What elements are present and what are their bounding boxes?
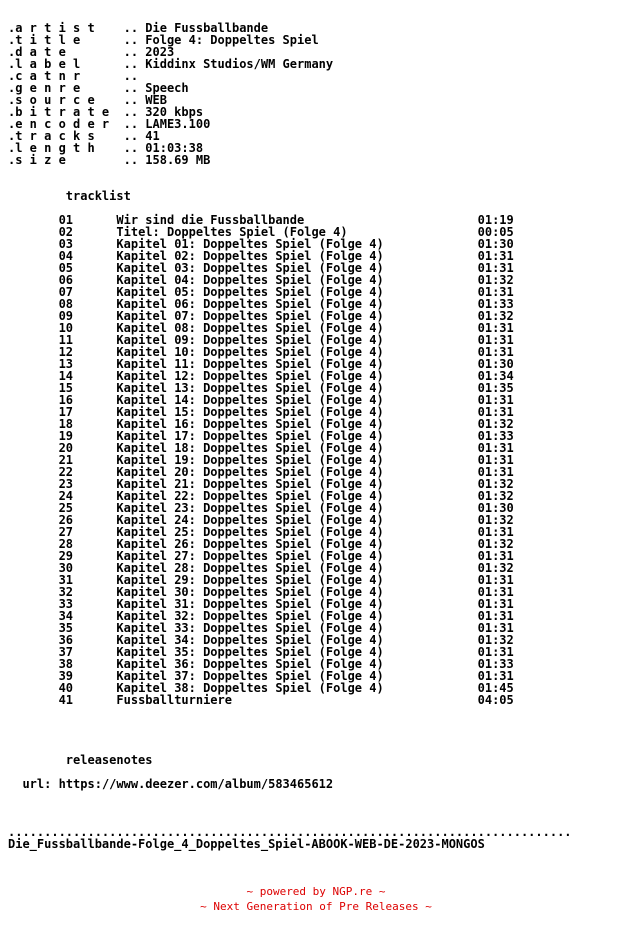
- track-title: Kapitel 20: Doppeltes Spiel (Folge 4): [116, 465, 384, 479]
- info-key: .t r a c k s: [8, 129, 95, 143]
- info-row: .s o u r c e .. WEB: [8, 93, 167, 107]
- track-duration: 01:31: [477, 453, 514, 467]
- info-row: .e n c o d e r .. LAME3.100: [8, 117, 211, 131]
- track-title: Kapitel 21: Doppeltes Spiel (Folge 4): [116, 477, 384, 491]
- track-duration: 01:34: [477, 369, 514, 383]
- track-number: 28: [58, 537, 74, 551]
- track-number: 36: [58, 633, 74, 647]
- track-number: 01: [58, 213, 74, 227]
- track-number: 30: [58, 561, 74, 575]
- track-duration: 01:31: [477, 285, 514, 299]
- info-value: Folge 4: Doppeltes Spiel: [145, 33, 319, 47]
- info-row: .l e n g t h .. 01:03:38: [8, 141, 204, 155]
- track-number: 17: [58, 405, 74, 419]
- track-duration: 01:31: [477, 549, 514, 563]
- track-number: 02: [58, 225, 74, 239]
- track-number: 04: [58, 249, 74, 263]
- track-title: Kapitel 23: Doppeltes Spiel (Folge 4): [116, 501, 384, 515]
- track-title: Kapitel 37: Doppeltes Spiel (Folge 4): [116, 669, 384, 683]
- track-duration: 01:31: [477, 393, 514, 407]
- track-number: 21: [58, 453, 74, 467]
- track-duration: 01:32: [477, 537, 514, 551]
- track-duration: 01:32: [477, 309, 514, 323]
- track-title: Kapitel 17: Doppeltes Spiel (Folge 4): [116, 429, 384, 443]
- track-duration: 01:31: [477, 441, 514, 455]
- track-title: Titel: Doppeltes Spiel (Folge 4): [116, 225, 348, 239]
- info-key: .b i t r a t e: [8, 105, 110, 119]
- track-number: 37: [58, 645, 74, 659]
- track-duration: 01:33: [477, 297, 514, 311]
- info-value: 158.69 MB: [145, 153, 211, 167]
- track-duration: 01:31: [477, 669, 514, 683]
- info-key: .a r t i s t: [8, 21, 95, 35]
- track-number: 14: [58, 369, 74, 383]
- track-title: Kapitel 18: Doppeltes Spiel (Folge 4): [116, 441, 384, 455]
- track-number: 33: [58, 597, 74, 611]
- info-key: .g e n r e: [8, 81, 81, 95]
- track-title: Fussballturniere: [116, 693, 232, 707]
- track-title: Kapitel 28: Doppeltes Spiel (Folge 4): [116, 561, 384, 575]
- info-row: .t i t l e .. Folge 4: Doppeltes Spiel: [8, 33, 319, 47]
- track-duration: 01:31: [477, 573, 514, 587]
- info-key: .c a t n r: [8, 69, 81, 83]
- track-title: Kapitel 04: Doppeltes Spiel (Folge 4): [116, 273, 384, 287]
- track-title: Kapitel 12: Doppeltes Spiel (Folge 4): [116, 369, 384, 383]
- track-number: 13: [58, 357, 74, 371]
- track-duration: 01:31: [477, 585, 514, 599]
- track-title: Kapitel 22: Doppeltes Spiel (Folge 4): [116, 489, 384, 503]
- track-number: 12: [58, 345, 74, 359]
- track-duration: 01:30: [477, 237, 514, 251]
- track-title: Kapitel 31: Doppeltes Spiel (Folge 4): [116, 597, 384, 611]
- release-name: Die_Fussballbande-Folge_4_Doppeltes_Spiel-ABOOK-WEB-DE-2023-MONGOS: [8, 837, 485, 851]
- track-duration: 01:33: [477, 429, 514, 443]
- track-number: 34: [58, 609, 74, 623]
- info-row: .d a t e .. 2023: [8, 45, 175, 59]
- track-number: 22: [58, 465, 74, 479]
- info-key: .l e n g t h: [8, 141, 95, 155]
- track-title: Kapitel 11: Doppeltes Spiel (Folge 4): [116, 357, 384, 371]
- track-title: Kapitel 08: Doppeltes Spiel (Folge 4): [116, 321, 384, 335]
- track-title: Kapitel 02: Doppeltes Spiel (Folge 4): [116, 249, 384, 263]
- track-duration: 00:05: [477, 225, 514, 239]
- track-duration: 01:32: [477, 489, 514, 503]
- info-block: [8, 22, 572, 166]
- releasenotes-heading: releasenotes: [65, 753, 153, 767]
- track-number: 40: [58, 681, 74, 695]
- track-number: 06: [58, 273, 74, 287]
- track-title: Kapitel 33: Doppeltes Spiel (Folge 4): [116, 621, 384, 635]
- track-number: 39: [58, 669, 74, 683]
- track-title: Kapitel 25: Doppeltes Spiel (Folge 4): [116, 525, 384, 539]
- track-number: 31: [58, 573, 74, 587]
- track-title: Kapitel 13: Doppeltes Spiel (Folge 4): [116, 381, 384, 395]
- track-title: Kapitel 15: Doppeltes Spiel (Folge 4): [116, 405, 384, 419]
- track-duration: 01:31: [477, 261, 514, 275]
- track-number: 10: [58, 321, 74, 335]
- info-row: .s i z e .. 158.69 MB: [8, 153, 211, 167]
- track-duration: 04:05: [477, 693, 514, 707]
- track-number: 18: [58, 417, 74, 431]
- track-duration: 01:32: [477, 417, 514, 431]
- info-key: .d a t e: [8, 45, 66, 59]
- track-title: Kapitel 07: Doppeltes Spiel (Folge 4): [116, 309, 384, 323]
- track-number: 15: [58, 381, 74, 395]
- track-number: 35: [58, 621, 74, 635]
- track-duration: 01:32: [477, 633, 514, 647]
- track-number: 05: [58, 261, 74, 275]
- track-duration: 01:32: [477, 561, 514, 575]
- footer-tagline: ~ Next Generation of Pre Releases ~: [200, 900, 432, 913]
- track-duration: 01:31: [477, 597, 514, 611]
- track-title: Kapitel 30: Doppeltes Spiel (Folge 4): [116, 585, 384, 599]
- track-duration: 01:30: [477, 357, 514, 371]
- track-number: 26: [58, 513, 74, 527]
- info-row: .g e n r e .. Speech: [8, 81, 189, 95]
- track-duration: 01:31: [477, 345, 514, 359]
- footer-powered-by: ~ powered by NGP.re ~: [246, 885, 386, 898]
- track-number: 23: [58, 477, 74, 491]
- track-number: 11: [58, 333, 74, 347]
- track-number: 25: [58, 501, 74, 515]
- track-duration: 01:35: [477, 381, 514, 395]
- album-url: https://www.deezer.com/album/583465612: [58, 777, 334, 791]
- track-number: 32: [58, 585, 74, 599]
- info-value: 320 kbps: [145, 105, 204, 119]
- track-duration: 01:31: [477, 249, 514, 263]
- track-number: 24: [58, 489, 74, 503]
- track-title: Kapitel 10: Doppeltes Spiel (Folge 4): [116, 345, 384, 359]
- track-duration: 01:31: [477, 621, 514, 635]
- track-number: 38: [58, 657, 74, 671]
- track-title: Kapitel 01: Doppeltes Spiel (Folge 4): [116, 237, 384, 251]
- info-value: Kiddinx Studios/WM Germany: [145, 57, 334, 71]
- track-duration: 01:31: [477, 333, 514, 347]
- track-duration: 01:31: [477, 609, 514, 623]
- track-number: 20: [58, 441, 74, 455]
- track-title: Wir sind die Fussballbande: [116, 213, 305, 227]
- track-title: Kapitel 34: Doppeltes Spiel (Folge 4): [116, 633, 384, 647]
- track-title: Kapitel 05: Doppeltes Spiel (Folge 4): [116, 285, 384, 299]
- track-duration: 01:45: [477, 681, 514, 695]
- info-value: 2023: [145, 45, 175, 59]
- track-number: 09: [58, 309, 74, 323]
- track-title: Kapitel 36: Doppeltes Spiel (Folge 4): [116, 657, 384, 671]
- track-duration: 01:31: [477, 405, 514, 419]
- info-key: .l a b e l: [8, 57, 81, 71]
- track-title: Kapitel 35: Doppeltes Spiel (Folge 4): [116, 645, 384, 659]
- track-number: 19: [58, 429, 74, 443]
- track-title: Kapitel 06: Doppeltes Spiel (Folge 4): [116, 297, 384, 311]
- track-title: Kapitel 27: Doppeltes Spiel (Folge 4): [116, 549, 384, 563]
- info-row: .a r t i s t .. Die Fussballbande: [8, 21, 269, 35]
- track-number: 27: [58, 525, 74, 539]
- info-key: .e n c o d e r: [8, 117, 110, 131]
- tracklist: [8, 214, 572, 706]
- track-title: Kapitel 26: Doppeltes Spiel (Folge 4): [116, 537, 384, 551]
- tracklist-heading: tracklist: [65, 189, 131, 203]
- info-value: Speech: [145, 81, 189, 95]
- track-title: Kapitel 14: Doppeltes Spiel (Folge 4): [116, 393, 384, 407]
- track-title: Kapitel 32: Doppeltes Spiel (Folge 4): [116, 609, 384, 623]
- track-number: 03: [58, 237, 74, 251]
- track-row: [8, 694, 572, 706]
- info-row: .l a b e l .. Kiddinx Studios/WM Germany: [8, 57, 334, 71]
- track-duration: 01:31: [477, 645, 514, 659]
- info-key: .t i t l e: [8, 33, 81, 47]
- track-title: Kapitel 03: Doppeltes Spiel (Folge 4): [116, 261, 384, 275]
- track-number: 29: [58, 549, 74, 563]
- info-value: WEB: [145, 93, 167, 107]
- track-number: 07: [58, 285, 74, 299]
- divider: ..............................................................................: [8, 825, 572, 839]
- track-duration: 01:19: [477, 213, 514, 227]
- track-title: Kapitel 19: Doppeltes Spiel (Folge 4): [116, 453, 384, 467]
- track-title: Kapitel 29: Doppeltes Spiel (Folge 4): [116, 573, 384, 587]
- track-duration: 01:31: [477, 525, 514, 539]
- track-title: Kapitel 16: Doppeltes Spiel (Folge 4): [116, 417, 384, 431]
- track-duration: 01:31: [477, 321, 514, 335]
- url-label: url:: [22, 777, 52, 791]
- track-number: 41: [58, 693, 74, 707]
- track-duration: 01:33: [477, 657, 514, 671]
- info-value: 01:03:38: [145, 141, 204, 155]
- track-duration: 01:32: [477, 477, 514, 491]
- info-value: 41: [145, 129, 160, 143]
- url-line: [8, 778, 572, 790]
- info-row: .t r a c k s .. 41: [8, 129, 160, 143]
- info-row: .c a t n r ..: [8, 69, 146, 83]
- track-title: Kapitel 09: Doppeltes Spiel (Folge 4): [116, 333, 384, 347]
- info-value: Die Fussballbande: [145, 21, 269, 35]
- nfo-text: [8, 22, 572, 850]
- track-title: Kapitel 24: Doppeltes Spiel (Folge 4): [116, 513, 384, 527]
- info-key: .s o u r c e: [8, 93, 95, 107]
- track-number: 08: [58, 297, 74, 311]
- footer: [0, 884, 632, 914]
- track-number: 16: [58, 393, 74, 407]
- track-title: Kapitel 38: Doppeltes Spiel (Folge 4): [116, 681, 384, 695]
- track-duration: 01:30: [477, 501, 514, 515]
- info-key: .s i z e: [8, 153, 66, 167]
- track-duration: 01:32: [477, 513, 514, 527]
- info-row: .b i t r a t e .. 320 kbps: [8, 105, 204, 119]
- track-duration: 01:31: [477, 465, 514, 479]
- info-value: LAME3.100: [145, 117, 211, 131]
- track-duration: 01:32: [477, 273, 514, 287]
